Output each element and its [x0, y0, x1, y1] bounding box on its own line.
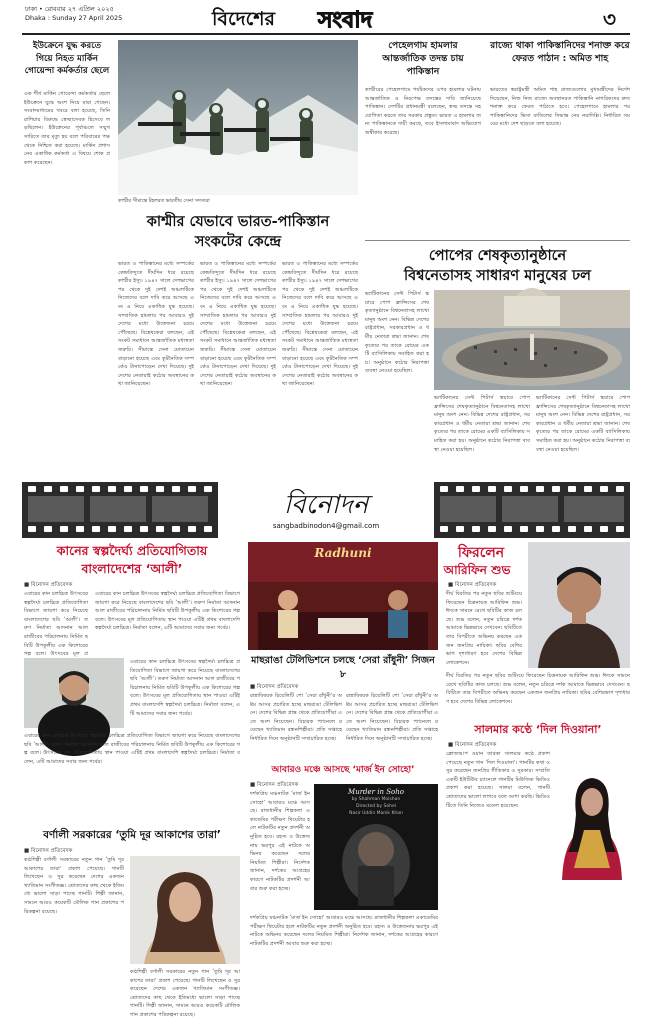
- kashmir-headline-line1: কাশ্মীর যেভাবে ভারত-পাকিস্তান: [146, 214, 330, 230]
- poster-author: by Shahman Moishan: [351, 797, 401, 802]
- section-title: [200, 1, 450, 35]
- director-portrait-illustration: [24, 658, 124, 728]
- ali-director-photo: [24, 658, 124, 728]
- bornali-portrait-illustration: [130, 856, 240, 964]
- pope-headline-line1: পোপের শেষকৃত্যানুষ্ঠানে: [428, 248, 567, 264]
- radhuni-headline: মাছরাঙা টেলিভিশনে চলছে ‘সেরা রাঁধুনী’ সিজন ৮: [251, 655, 435, 680]
- section-title-sangbad: সংবাদ: [318, 8, 373, 33]
- st-peters-square-photo: [434, 290, 630, 390]
- radhuni-body-col1: রান্নাবিষয়ক রিয়েলিটি শো ‘সেরা রাঁধুনী’র অষ্টম আসর প্রচারিত হচ্ছে মাছরাঙা টেলিভিশনে। দেশের বিভিন্ন প্রান্ত থেকে প্রতিযোগীরা এতে অংশ নিয়েছেন। বিচারক প্যানেলে রয়েছেন খ্যাতিমান রন্ধনশিল্পীরা। প্রতি সপ্তাহে নির্ধারিত দিনে অনুষ্ঠানটি সম্প্রচারিত হচ্ছে।: [250, 693, 342, 742]
- arifin-byline: ■ বিনোদন প্রতিবেদক: [448, 582, 497, 588]
- poster-director: Directed by Sohel: [356, 804, 396, 809]
- poster-title: Murder in Soho: [348, 788, 404, 796]
- pope-headline-line2: বিশ্বনেতাসহ সাধারণ মানুষের ঢল: [404, 268, 591, 284]
- kaan-byline: ■ বিনোদন প্রতিবেদক: [24, 582, 73, 588]
- radhuni-photo: [248, 542, 438, 650]
- arifin-headline-line1: ফিরলেন: [457, 545, 505, 561]
- salma-portrait-illustration: [554, 760, 630, 880]
- murder-in-soho-poster: [314, 784, 438, 910]
- marjin-byline: ■ বিনোদন প্রতিবেদক: [250, 782, 299, 788]
- arifin-portrait-illustration: [528, 542, 630, 668]
- arifin-body-col1: দীর্ঘ বিরতির পর নতুন ছবির শুটিংয়ে ফিরেছেন চিত্রনায়ক আরিফিন শুভ। ঈদকে সামনে রেখে ছবিটির কাজ চলছে। শুভ বলেন, নতুন চরিত্রে দর্শক আমাকে ভিন্নভাবে দেখবেন। ছবিটিতে তার বিপরীতে অভিনয় করছেন একজন জনপ্রিয় নায়িকা। ছবির বেশিরভাগ দৃশ্যধারণ হবে দেশের বিভিন্ন লোকেশনে।: [446, 591, 522, 666]
- mossad-headline: ইউক্রেনে যুদ্ধ করতে গিয়ে নিহত মার্কিন গোয়েন্দা কর্মকর্তার ছেলে: [24, 41, 110, 76]
- bornali-photo: [130, 856, 240, 964]
- kaan-body-col3: এবারের কান চলচ্চিত্র উৎসবের স্বল্পদৈর্ঘ্য চলচ্চিত্র প্রতিযোগিতা বিভাগে জায়গা করে নিয়েছে বাংলাদেশের ছবি ‘আলী’। তরুণ নির্মাতা আদনান আল রাজীবের পরিচালনায় নির্মিত ছবিটি উপকূলীয় এক কিশোরের গল্প বলে। উৎসবের মূল প্রতিযোগিতায় স্থান পাওয়া এটিই প্রথম বাংলাদেশি স্বল্পদৈর্ঘ্য চলচ্চিত্র। নির্মাতা বলেন, এটি আমাদের সবার জন্য গর্বের।: [130, 659, 240, 717]
- masthead-rule: [22, 33, 630, 35]
- marjin-headline: আবারও মঞ্চে আসছে ‘মার্জ ইন সোহো’: [271, 765, 415, 775]
- marjin-body-col1: দর্শকপ্রিয় মঞ্চনাটক ‘মার্জ ইন সোহো’ আবারও মঞ্চে আসছে। রাজধানীর শিল্পকলা একাডেমির পরীক্ষণ থিয়েটার হলে নাটকটির নতুন প্রদর্শনী অনুষ্ঠিত হবে। রহস্য ও উত্তেজনায় ভরপুর এই নাটকে অভিনয় করেছেন দলের নিয়মিত শিল্পীরা। নির্দেশক জানান, দর্শকের আগ্রহের কারণে নাটকটির প্রদর্শনী আবার শুরু করা হচ্ছে।: [250, 791, 310, 892]
- mossad-body: এক শীর্ষ মার্কিন গোয়েন্দা কর্মকর্তার ছেলে ইউক্রেনে যুদ্ধে অংশ নিয়ে মারা গেছেন। সংবাদমাধ্যমের খবরে বলা হয়েছে, তিনি রাশিয়ার বিরুদ্ধে স্বেচ্ছাসেবক হিসেবে লড়ছিলেন। ইউক্রেনের পূর্বাঞ্চলে সম্মুখ সারিতে তার মৃত্যু হয় বলে পরিবারের পক্ষ থেকে নিশ্চিত করা হয়েছে। মার্কিন প্রশাসনের একাধিক কর্মকর্তা এ বিষয়ে শোক প্রকাশ করেছেন।: [24, 91, 110, 166]
- kashmir-headline-line2: সংকটের কেন্দ্রে: [194, 234, 282, 250]
- bornali-byline: ■ বিনোদন প্রতিবেদক: [24, 848, 73, 854]
- arifin-headline-line2: আরিফিন শুভ: [443, 563, 511, 577]
- amit-shah-headline: রাজ্যে থাকা পাকিস্তানিদের শনাক্ত করে ফেরত পাঠান : অমিত শাহ: [490, 40, 630, 64]
- st-peters-square-illustration: [434, 290, 630, 390]
- arifin-photo: [528, 542, 630, 668]
- kashmir-soldiers-photo: [118, 40, 358, 195]
- kashmir-soldiers-illustration: [118, 40, 358, 195]
- salma-headline: সালমার কণ্ঠে ‘দিল দিওয়ানা’: [474, 723, 602, 736]
- bornali-body-col1: কণ্ঠশিল্পী বর্ণালী সরকারের নতুন গান ‘তুমি দূর আকাশের তারা’ প্রকাশ পেয়েছে। গানটি লিখেছেন ও সুর করেছেন দেশের একজন খ্যাতিমান সংগীতজ্ঞ। শ্রোতাদের কাছ থেকে ইতিমধ্যে ভালো সাড়া পাচ্ছে গানটি। শিল্পী জানান, সামনে আরও কয়েকটি মৌলিক গান প্রকাশের পরিকল্পনা রয়েছে।: [24, 857, 124, 915]
- kashmir-body-col1: ভারত ও পাকিস্তানের মধ্যে সম্পর্কের কেন্দ্রবিন্দুতে দীর্ঘদিন ধরে রয়েছে কাশ্মীর ইস্যু। ১৯৪৭ সালে দেশভাগের পর থেকে দুই দেশই অঞ্চলটিকে নিজেদের বলে দাবি করে আসছে এবং এ নিয়ে একাধিক যুদ্ধ হয়েছে। সাম্প্রতিক হামলার পর আবারও দুই দেশের মধ্যে উত্তেজনা চরমে পৌঁছেছে। বিশ্লেষকেরা বলছেন, এই সংকট সমাধানে আন্তর্জাতিক মধ্যস্থতা জরুরি। সীমান্তে সেনা মোতায়েন বাড়ানো হয়েছে এবং কূটনৈতিক সম্পর্কেও টানাপোড়েন দেখা দিয়েছে। দুই দেশের নেতারাই কঠোর অবস্থানের কথা জানিয়েছেন।: [118, 261, 194, 388]
- date-english: Dhaka : Sunday 27 April 2025: [25, 14, 123, 22]
- page-number: ৩: [603, 7, 617, 31]
- pope-body-col3: ভ্যাটিকানের সেন্ট পিটার্স স্কয়ারে পোপ ফ্রান্সিসের শেষকৃত্যানুষ্ঠানে বিশ্বনেতাসহ লাখো মানুষ অংশ নেন। বিভিন্ন দেশের রাষ্ট্রপ্রধান, সরকারপ্রধান ও ধর্মীয় নেতারা শ্রদ্ধা জানান। শেষকৃত্যের পর তাকে রোমের একটি ব্যাসিলিকায় সমাহিত করা হয়। অনুষ্ঠানে কঠোর নিরাপত্তা ব্যবস্থা নেওয়া হয়েছিল।: [536, 395, 630, 453]
- bornali-body-col2: কণ্ঠশিল্পী বর্ণালী সরকারের নতুন গান ‘তুমি দূর আকাশের তারা’ প্রকাশ পেয়েছে। গানটি লিখেছেন ও সুর করেছেন দেশের একজন খ্যাতিমান সংগীতজ্ঞ। শ্রোতাদের কাছ থেকে ইতিমধ্যে ভালো সাড়া পাচ্ছে গানটি। শিল্পী জানান, সামনে আরও কয়েকটি মৌলিক গান প্রকাশের পরিকল্পনা রয়েছে।: [130, 969, 240, 1018]
- kaan-body-col2: এবারের কান চলচ্চিত্র উৎসবের স্বল্পদৈর্ঘ্য চলচ্চিত্র প্রতিযোগিতা বিভাগে জায়গা করে নিয়েছে বাংলাদেশের ছবি ‘আলী’। তরুণ নির্মাতা আদনান আল রাজীবের পরিচালনায় নির্মিত ছবিটি উপকূলীয় এক কিশোরের গল্প বলে। উৎসবের মূল প্রতিযোগিতায় স্থান পাওয়া এটিই প্রথম বাংলাদেশি স্বল্পদৈর্ঘ্য চলচ্চিত্র। নির্মাতা বলেন, এটি আমাদের সবার জন্য গর্বের।: [95, 591, 240, 632]
- kaan-headline-line2: বাংলাদেশের ‘আলী’: [81, 561, 183, 576]
- pope-body-col1: ভ্যাটিকানের সেন্ট পিটার্স স্কয়ারে পোপ ফ্রান্সিসের শেষকৃত্যানুষ্ঠানে বিশ্বনেতাসহ লাখো মানুষ অংশ নেন। বিভিন্ন দেশের রাষ্ট্রপ্রধান, সরকারপ্রধান ও ধর্মীয় নেতারা শ্রদ্ধা জানান। শেষকৃত্যের পর তাকে রোমের একটি ব্যাসিলিকায় সমাহিত করা হয়। অনুষ্ঠানে কঠোর নিরাপত্তা ব্যবস্থা নেওয়া হয়েছিল।: [365, 291, 429, 375]
- kashmir-photo-caption: কাশ্মীর সীমান্তে টহলরত ভারতীয় সেনা সদস্যরা: [118, 198, 210, 204]
- salma-byline: ■ বিনোদন প্রতিবেদক: [448, 742, 497, 748]
- kashmir-body-col2: ভারত ও পাকিস্তানের মধ্যে সম্পর্কের কেন্দ্রবিন্দুতে দীর্ঘদিন ধরে রয়েছে কাশ্মীর ইস্যু। ১৯৪৭ সালে দেশভাগের পর থেকে দুই দেশই অঞ্চলটিকে নিজেদের বলে দাবি করে আসছে এবং এ নিয়ে একাধিক যুদ্ধ হয়েছে। সাম্প্রতিক হামলার পর আবারও দুই দেশের মধ্যে উত্তেজনা চরমে পৌঁছেছে। বিশ্লেষকেরা বলছেন, এই সংকট সমাধানে আন্তর্জাতিক মধ্যস্থতা জরুরি। সীমান্তে সেনা মোতায়েন বাড়ানো হয়েছে এবং কূটনৈতিক সম্পর্কেও টানাপোড়েন দেখা দিয়েছে। দুই দেশের নেতারাই কঠোর অবস্থানের কথা জানিয়েছেন।: [200, 261, 276, 388]
- amit-shah-body: ভারতের স্বরাষ্ট্রমন্ত্রী অমিত শাহ রাজ্যগুলোর মুখ্যমন্ত্রীদের নির্দেশ দিয়েছেন, নিজ নিজ রাজ্যে অবস্থানরত পাকিস্তানি নাগরিকদের দ্রুত শনাক্ত করে ফেরত পাঠাতে হবে। পেহেলগামে হামলার পর পাকিস্তানিদের ভিসা বাতিলের সিদ্ধান্ত নেয় নয়াদিল্লি। নির্ধারিত সময়ের মধ্যে দেশ ছাড়তে বলা হয়েছে।: [490, 87, 630, 128]
- binodon-title: বিনোদন: [283, 490, 369, 520]
- date-bangla: ঢাকা • রোববার ২৭ এপ্রিল ২০২৫: [25, 5, 114, 13]
- poster-credit: Nasir Uddin Manik Khan: [349, 811, 403, 816]
- salma-body-col1: ক্লোজআপ ওয়ান তারকা সালমার কণ্ঠে প্রকাশ পেয়েছে নতুন গান ‘দিল দিওয়ানা’। গানটির কথা ও সুর করেছেন জনপ্রিয় গীতিকার ও সুরকার। সম্প্রতি একটি ইউটিউব চ্যানেলে গানটির মিউজিক ভিডিও প্রকাশ করা হয়েছে। সালমা বলেন, গানটি শ্রোতাদের ভালো লাগবে বলে আশা করছি। ভিডিওটিতে তিনি নিজেও মডেল হয়েছেন।: [446, 751, 550, 809]
- pope-top-rule: [365, 240, 630, 241]
- pahalgam-headline: পেহেলগাম হামলার আন্তর্জাতিক তদন্ত চায় পাকিস্তান: [382, 40, 464, 77]
- poster-illustration: [314, 784, 438, 910]
- kashmir-body-col3: ভারত ও পাকিস্তানের মধ্যে সম্পর্কের কেন্দ্রবিন্দুতে দীর্ঘদিন ধরে রয়েছে কাশ্মীর ইস্যু। ১৯৪৭ সালে দেশভাগের পর থেকে দুই দেশই অঞ্চলটিকে নিজেদের বলে দাবি করে আসছে এবং এ নিয়ে একাধিক যুদ্ধ হয়েছে। সাম্প্রতিক হামলার পর আবারও দুই দেশের মধ্যে উত্তেজনা চরমে পৌঁছেছে। বিশ্লেষকেরা বলছেন, এই সংকট সমাধানে আন্তর্জাতিক মধ্যস্থতা জরুরি। সীমান্তে সেনা মোতায়েন বাড়ানো হয়েছে এবং কূটনৈতিক সম্পর্কেও টানাপোড়েন দেখা দিয়েছে। দুই দেশের নেতারাই কঠোর অবস্থানের কথা জানিয়েছেন।: [282, 261, 358, 388]
- bornali-headline: বর্ণালী সরকারের ‘তুমি দূর আকাশের তারা’: [43, 829, 221, 841]
- radhuni-byline: ■ বিনোদন প্রতিবেদক: [250, 684, 299, 690]
- radhuni-body-col2: রান্নাবিষয়ক রিয়েলিটি শো ‘সেরা রাঁধুনী’র অষ্টম আসর প্রচারিত হচ্ছে মাছরাঙা টেলিভিশনে। দেশের বিভিন্ন প্রান্ত থেকে প্রতিযোগীরা এতে অংশ নিয়েছেন। বিচারক প্যানেলে রয়েছেন খ্যাতিমান রন্ধনশিল্পীরা। প্রতি সপ্তাহে নির্ধারিত দিনে অনুষ্ঠানটি সম্প্রচারিত হচ্ছে।: [346, 693, 438, 742]
- arifin-body-col2: দীর্ঘ বিরতির পর নতুন ছবির শুটিংয়ে ফিরেছেন চিত্রনায়ক আরিফিন শুভ। ঈদকে সামনে রেখে ছবিটির কাজ চলছে। শুভ বলেন, নতুন চরিত্রে দর্শক আমাকে ভিন্নভাবে দেখবেন। ছবিটিতে তার বিপরীতে অভিনয় করছেন একজন জনপ্রিয় নায়িকা। ছবির বেশিরভাগ দৃশ্যধারণ হবে দেশের বিভিন্ন লোকেশনে।: [446, 673, 630, 705]
- pope-body-col2: ভ্যাটিকানের সেন্ট পিটার্স স্কয়ারে পোপ ফ্রান্সিসের শেষকৃত্যানুষ্ঠানে বিশ্বনেতাসহ লাখো মানুষ অংশ নেন। বিভিন্ন দেশের রাষ্ট্রপ্রধান, সরকারপ্রধান ও ধর্মীয় নেতারা শ্রদ্ধা জানান। শেষকৃত্যের পর তাকে রোমের একটি ব্যাসিলিকায় সমাহিত করা হয়। অনুষ্ঠানে কঠোর নিরাপত্তা ব্যবস্থা নেওয়া হয়েছিল।: [434, 395, 530, 453]
- binodon-email: sangbadbinodon4@gmail.com: [272, 522, 380, 530]
- pahalgam-body: কাশ্মীরের পেহেলগামে পর্যটকদের ওপর হামলার ঘটনায় আন্তর্জাতিক ও নিরপেক্ষ তদন্তের দাবি জানিয়েছে পাকিস্তান। দেশটির প্রধানমন্ত্রী বলেছেন, স্বচ্ছ তদন্তে সহযোগিতা করতে তার সরকার প্রস্তুত। ভারত এ হামলার জন্য পাকিস্তানকে দায়ী করছে, তবে ইসলামাবাদ অভিযোগ অস্বীকার করেছে।: [365, 87, 481, 136]
- binodon-banner: [22, 482, 630, 538]
- radhuni-logo-text: Radhuni: [314, 546, 372, 560]
- marjin-body-col2: দর্শকপ্রিয় মঞ্চনাটক ‘মার্জ ইন সোহো’ আবারও মঞ্চে আসছে। রাজধানীর শিল্পকলা একাডেমির পরীক্ষণ থিয়েটার হলে নাটকটির নতুন প্রদর্শনী অনুষ্ঠিত হবে। রহস্য ও উত্তেজনায় ভরপুর এই নাটকে অভিনয় করেছেন দলের নিয়মিত শিল্পীরা। নির্দেশক জানান, দর্শকের আগ্রহের কারণে নাটকটির প্রদর্শনী আবার শুরু করা হচ্ছে।: [250, 915, 438, 947]
- section-title-bideshe: বিদেশের: [212, 8, 275, 30]
- kaan-body-col4: এবারের কান চলচ্চিত্র উৎসবের স্বল্পদৈর্ঘ্য চলচ্চিত্র প্রতিযোগিতা বিভাগে জায়গা করে নিয়েছে বাংলাদেশের ছবি ‘আলী’। তরুণ নির্মাতা আদনান আল রাজীবের পরিচালনায় নির্মিত ছবিটি উপকূলীয় এক কিশোরের গল্প বলে। উৎসবের মূল প্রতিযোগিতায় স্থান পাওয়া এটিই প্রথম বাংলাদেশি স্বল্পদৈর্ঘ্য চলচ্চিত্র। নির্মাতা বলেন, এটি আমাদের সবার জন্য গর্বের।: [24, 733, 240, 765]
- masthead: [0, 0, 650, 38]
- salma-photo: [554, 760, 630, 880]
- kaan-body-col1: এবারের কান চলচ্চিত্র উৎসবের স্বল্পদৈর্ঘ্য চলচ্চিত্র প্রতিযোগিতা বিভাগে জায়গা করে নিয়েছে বাংলাদেশের ছবি ‘আলী’। তরুণ নির্মাতা আদনান আল রাজীবের পরিচালনায় নির্মিত ছবিটি উপকূলীয় এক কিশোরের গল্প বলে। উৎসবের মূল প্র: [24, 591, 88, 658]
- kaan-headline-line1: কানের স্বল্পদৈর্ঘ্য প্রতিযোগিতায়: [56, 543, 208, 558]
